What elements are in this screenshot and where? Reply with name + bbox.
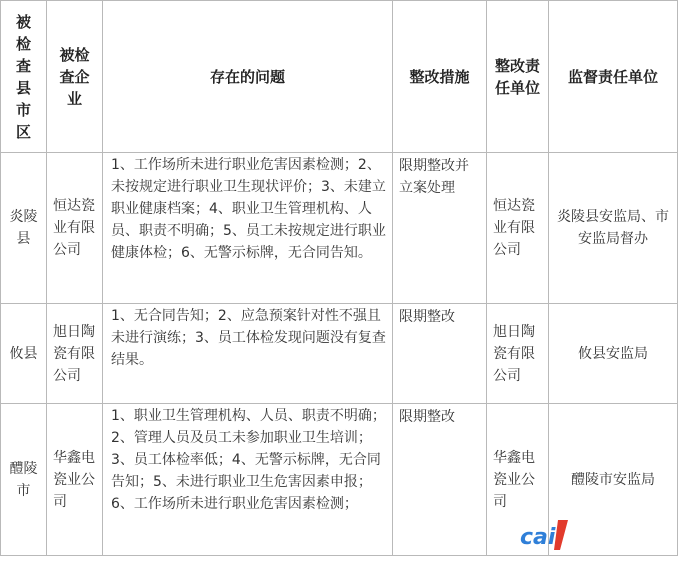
company-cell: 旭日陶瓷有限公司 — [47, 304, 103, 404]
company-cell: 恒达瓷业有限公司 — [47, 153, 103, 304]
header-problems: 存在的问题 — [103, 1, 393, 153]
header-county: 被检查县市区 — [1, 1, 47, 153]
header-measures: 整改措施 — [393, 1, 487, 153]
watermark-stroke-icon — [554, 520, 568, 550]
table-row — [1, 153, 678, 304]
company-cell: 华鑫电瓷业公司 — [47, 404, 103, 556]
watermark-logo — [518, 516, 570, 552]
watermark-text: cai — [520, 525, 556, 550]
table-row — [1, 404, 678, 556]
header-row — [1, 1, 678, 153]
county-cell: 攸县 — [1, 304, 47, 404]
table-row — [1, 304, 678, 404]
measures-cell: 限期整改 — [393, 304, 487, 404]
responsible-cell: 华鑫电瓷业公司 — [487, 404, 549, 556]
county-cell: 炎陵县 — [1, 153, 47, 304]
county-cell: 醴陵市 — [1, 404, 47, 556]
supervisor-cell: 攸县安监局 — [549, 304, 678, 404]
supervisor-cell: 醴陵市安监局 — [549, 404, 678, 556]
problems-cell: 1、无合同告知；2、应急预案针对性不强且未进行演练；3、员工体检发现问题没有复查结果。 — [103, 304, 393, 404]
measures-cell: 限期整改并立案处理 — [393, 153, 487, 304]
header-responsible: 整改责任单位 — [487, 1, 549, 153]
supervisor-cell: 炎陵县安监局、市安监局督办 — [549, 153, 678, 304]
responsible-cell: 旭日陶瓷有限公司 — [487, 304, 549, 404]
problems-cell: 1、职业卫生管理机构、人员、职责不明确；2、管理人员及员工未参加职业卫生培训；3、员工体检率低；4、无警示标牌，无合同告知；5、未进行职业卫生危害因素申报；6、工作场所未进行职业危害因素检测； — [103, 404, 393, 556]
problems-cell: 1、工作场所未进行职业危害因素检测；2、未按规定进行职业卫生现状评价；3、未建立职业健康档案；4、职业卫生管理机构、人员、职责不明确；5、员工未按规定进行职业健康体检；6、无警示标牌，无合同告知。 — [103, 153, 393, 304]
measures-cell: 限期整改 — [393, 404, 487, 556]
header-supervisor: 监督责任单位 — [549, 1, 678, 153]
responsible-cell: 恒达瓷业有限公司 — [487, 153, 549, 304]
header-company: 被检查企业 — [47, 1, 103, 153]
